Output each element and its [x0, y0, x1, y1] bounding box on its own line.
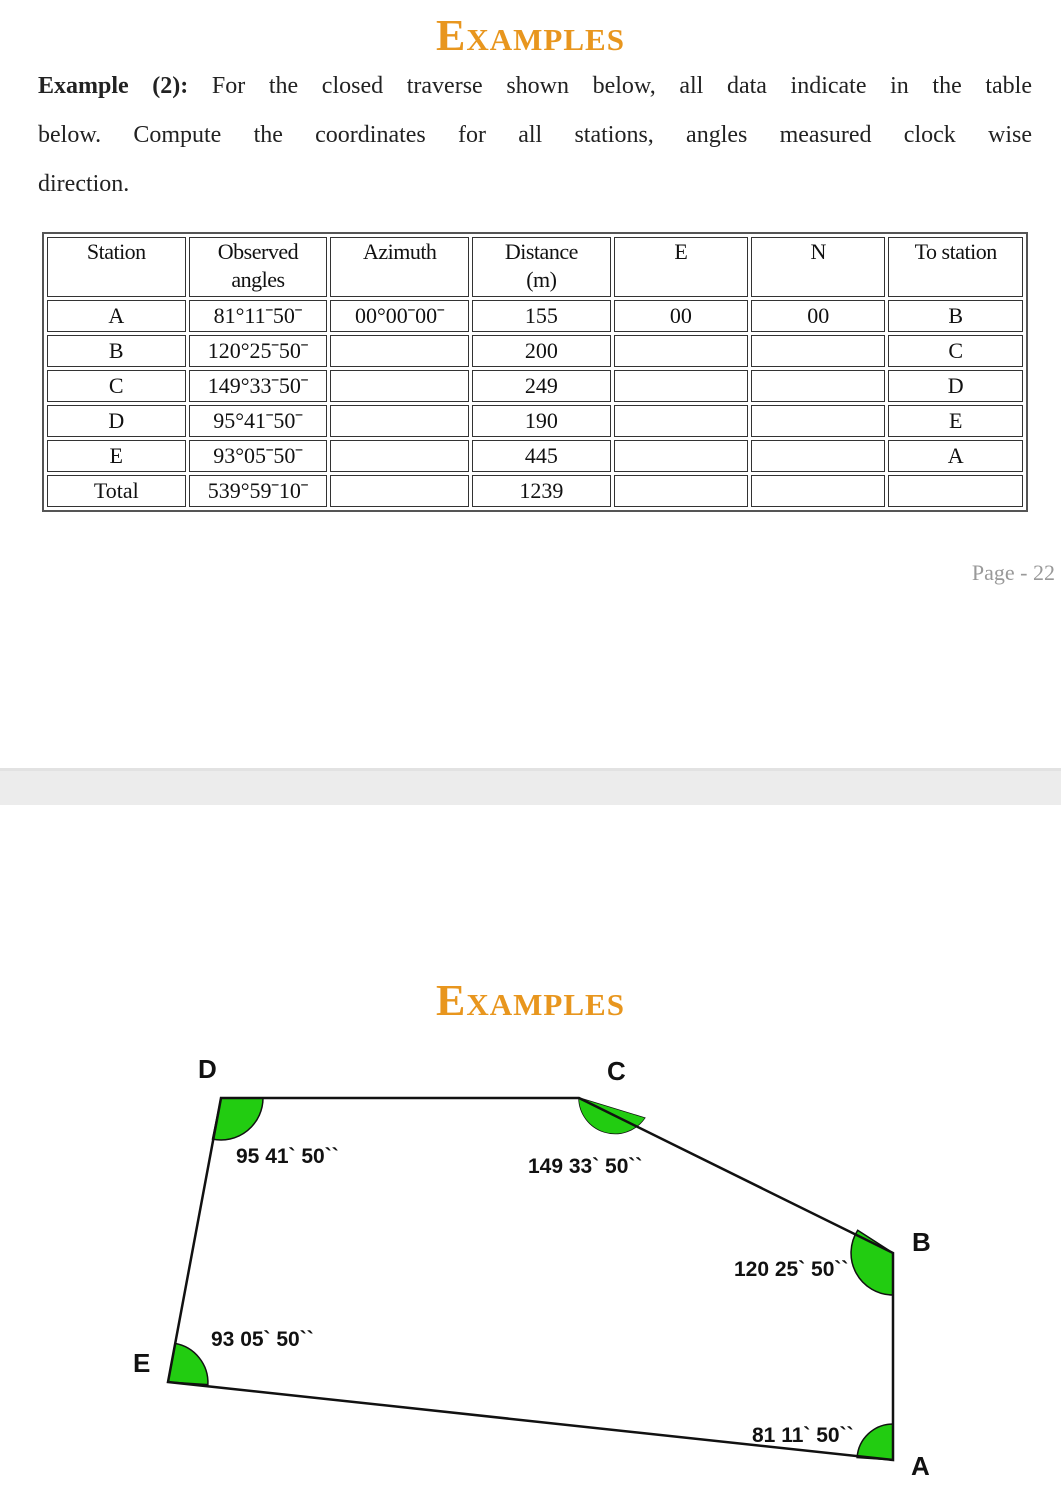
header-e: E [614, 237, 748, 297]
cell-distance: 445 [472, 440, 611, 472]
header-observed-angles: Observed angles [189, 237, 328, 297]
cell-observed-angle: 93°05ˉ50ˉ [189, 440, 328, 472]
header-to-station: To station [888, 237, 1023, 297]
station-label-c: C [607, 1056, 626, 1086]
page-bottom [0, 805, 1061, 1487]
cell-station: A [47, 300, 186, 332]
cell-station: E [47, 440, 186, 472]
cell-distance: 200 [472, 335, 611, 367]
cell-distance: 190 [472, 405, 611, 437]
cell-e: 00 [614, 300, 748, 332]
table-row [47, 335, 1023, 367]
cell-azimuth [330, 335, 469, 367]
traverse-table [42, 232, 1028, 512]
header-azimuth: Azimuth [330, 237, 469, 297]
page-separator [0, 768, 1061, 805]
traverse-diagram [0, 805, 1061, 1487]
cell-e [614, 370, 748, 402]
cell-n: 00 [751, 300, 885, 332]
cell-azimuth [330, 405, 469, 437]
angle-arc-a [857, 1424, 893, 1460]
cell-to-station [888, 475, 1023, 507]
page-number: Page - 22 [971, 560, 1055, 585]
cell-e [614, 405, 748, 437]
header-n: N [751, 237, 885, 297]
table-header-row [47, 237, 1023, 297]
angle-label-e: 93 05` 50`` [211, 1328, 314, 1351]
table-total-row [47, 475, 1023, 507]
cell-distance: 249 [472, 370, 611, 402]
header-station: Station [47, 237, 186, 297]
cell-azimuth [330, 370, 469, 402]
cell-azimuth [330, 440, 469, 472]
example-label: Example (2): [38, 73, 189, 99]
cell-observed-angle: 539°59ˉ10ˉ [189, 475, 328, 507]
cell-observed-angle: 120°25ˉ50ˉ [189, 335, 328, 367]
cell-to-station: B [888, 300, 1023, 332]
angle-label-a: 81 11` 50`` [752, 1424, 854, 1447]
station-label-d: D [198, 1054, 217, 1084]
station-label-a: A [911, 1451, 930, 1481]
cell-n [751, 405, 885, 437]
cell-to-station: D [888, 370, 1023, 402]
cell-distance: 1239 [472, 475, 611, 507]
page-heading: Examples [436, 11, 625, 60]
table-row [47, 370, 1023, 402]
cell-station: B [47, 335, 186, 367]
cell-distance: 155 [472, 300, 611, 332]
station-label-e: E [133, 1348, 151, 1378]
table-row [47, 300, 1023, 332]
cell-station: C [47, 370, 186, 402]
cell-e [614, 440, 748, 472]
page-heading-2: Examples [436, 976, 625, 1025]
cell-n [751, 335, 885, 367]
angle-label-b: 120 25` 50`` [734, 1258, 849, 1281]
cell-station: Total [47, 475, 186, 507]
cell-e [614, 475, 748, 507]
cell-to-station: E [888, 405, 1023, 437]
header-distance: Distance (m) [472, 237, 611, 297]
cell-to-station: A [888, 440, 1023, 472]
paragraph-line-3: direction. [38, 171, 130, 197]
cell-observed-angle: 95°41ˉ50ˉ [189, 405, 328, 437]
paragraph-line-2: below. Compute the coordinates for all stations, angles measured clock wise [38, 122, 1032, 148]
cell-n [751, 440, 885, 472]
paragraph-line-1: Example (2): For the closed traverse shown below, all data indicate in the table [38, 73, 1032, 99]
cell-azimuth [330, 475, 469, 507]
station-label-b: B [912, 1227, 931, 1257]
cell-n [751, 370, 885, 402]
cell-observed-angle: 149°33ˉ50ˉ [189, 370, 328, 402]
cell-n [751, 475, 885, 507]
cell-e [614, 335, 748, 367]
angle-label-d: 95 41` 50`` [236, 1145, 339, 1168]
example-paragraph [38, 62, 1032, 209]
cell-to-station: C [888, 335, 1023, 367]
cell-station: D [47, 405, 186, 437]
angle-arc-b [851, 1230, 893, 1295]
cell-observed-angle: 81°11ˉ50ˉ [189, 300, 328, 332]
table-row [47, 440, 1023, 472]
cell-azimuth: 00°00ˉ00ˉ [330, 300, 469, 332]
angle-label-c: 149 33` 50`` [528, 1155, 643, 1178]
table-row [47, 405, 1023, 437]
